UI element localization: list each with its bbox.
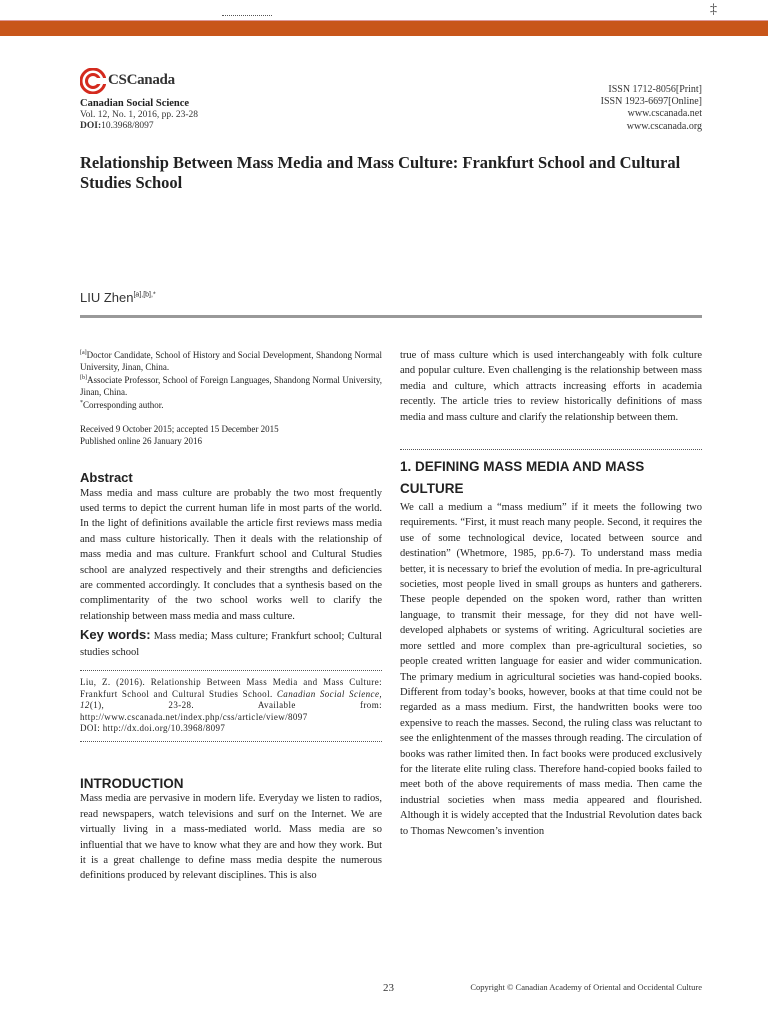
introduction-heading: INTRODUCTION [80,776,184,791]
issn-print: ISSN 1712-8056[Print] [608,84,702,95]
top-banner-strip [0,0,768,21]
journal-volume: Vol. 12, No. 1, 2016, pp. 23-28 [80,110,199,120]
keywords-label: Key words: [80,627,151,643]
abstract-text: Mass media and mass culture are probably the two most frequently used terms to depict the current human life in most parts of the world. In the light of definitions available the article first reviews mass media and mass culture historically. Then it deals with the relationship of mass media and mas culture. Frankfurt school and Cultural Studies school are analyzed respectively and their strengths and deficiencies are commented accordingly. It concludes that a synthesis based on the complimentarity of the two school works well to clarify the relationship between mass media and mass culture. [80,487,382,622]
introduction-text: Mass media are pervasive in modern life. Everyday we listen to radios, read newspapers, watch televisions and surf on the Internet. We are virtually living in a mass-mediated world. Mass media are so influential that we have to know what they are and how they work. But it is a great challenge to define mass media despite the numerous definitions produced by relevant disciplines. This is also [80,793,382,882]
section1-rule [400,449,702,450]
corresponding-text: Corresponding author. [83,400,164,411]
citation-url[interactable]: (1), 23-28. Available from: http://www.cscanada.net/index.php/css/article/view/8097 [80,700,382,722]
affiliation-a [80,348,382,373]
doi-label: DOI: [80,121,102,131]
introduction-continued: true of mass culture which is used interchangeably with folk culture and popular culture. Even challenging is the relationship between mass media and culture, which attracts increasing efforts in academia recently. The article tries to review historically definitions of mass media and mass culture and clarify the relationship between them. [400,350,702,423]
keywords-text: Mass media; Mass culture; Frankfurt school; Cultural studies school [80,631,382,658]
section1-heading: 1. DEFINING MASS MEDIA AND MASS CULTURE [400,459,645,497]
author [80,290,156,305]
keywords [80,627,382,660]
abstract-heading: Abstract [80,470,133,486]
citation-bottom-rule [80,741,382,742]
top-banner-dots [222,15,272,16]
affiliation-a-text: Doctor Candidate, School of History and Social Development, Shandong Normal University, Jinan, China. [80,350,382,372]
section1-text: We call a medium a “mass medium” if it meets the following two requirements. “First, it must reach many people. Second, it requires the use of some technological device, located between source and destination” (Whetmore, 1985, pp.6-7). To understand mass media better, it is necessary to brief the evolution of media. In pre-agricultural societies, most people lived in small groups as hunters and gatherers. These people depended on the spoken word, rather than written language, to transmit their message, for they did not have well-developed alphabets or systems of writing. Agricultural societies are more settled and more complex than pre-agricultural societies, so people created written language for easier and wider communication. The primary medium in agricultural societies was hand-copied books. Different from today’s books, however, books at that time could not be regarded as a mass medium. First, the handwritten books were too expensive to reach the masses. Second, the ruling class was reluctant to see the enlightenment of the masses through reading. The circulation of books was rather limited then. In fact books were produced exclusively for the literate elite ruling class. Therefore hand-copied books failed to meet both of the above requirements of mass media. Then came the industrial societies when mass media appeared and flourished. Although it is widely accepted that the Industrial Revolution dates back to Thomas Newcomen’s invention [400,502,702,837]
bookmark-icon: ‡ [710,2,717,17]
author-affiliation-marks: [a],[b],* [133,291,156,299]
citation-top-rule [80,670,382,671]
copyright: Copyright © Canadian Academy of Oriental and Occidental Culture [470,982,702,992]
affiliation-b-text: Associate Professor, School of Foreign Languages, Shandong Normal University, Jinan, China. [80,375,382,397]
website-org[interactable]: www.cscanada.org [626,120,702,132]
issn-block [601,84,702,133]
citation-doi[interactable]: DOI: http://dx.doi.org/10.3968/8097 [80,723,226,734]
logo-text: CSCanada [108,72,175,88]
affiliation-b [80,373,382,398]
cscanada-logo-icon [80,68,106,94]
journal-doi [80,121,154,131]
received-date: Received 9 October 2015; accepted 15 December 2015 [80,423,279,434]
author-divider [80,315,702,318]
affiliation-b-mark: [b] [80,375,87,382]
left-column [80,348,382,884]
article-title: Relationship Between Mass Media and Mass Culture: Frankfurt School and Cultural Studies School [80,153,681,192]
journal-logo [80,68,220,100]
citation [80,677,382,735]
corresponding-mark: * [80,400,83,407]
right-column [400,348,702,839]
corresponding-author [80,398,382,412]
article-dates [80,424,382,447]
citation-journal: Canadian Social Science, 12 [80,688,382,711]
author-name: LIU Zhen [80,290,134,305]
affiliation-a-mark: [a] [80,350,87,356]
page-number: 23 [383,982,394,994]
doi-value: 10.3968/8097 [101,121,154,131]
journal-name: Canadian Social Science [80,98,190,109]
published-date: Published online 26 January 2016 [80,435,202,446]
citation-text: Liu, Z. (2016). Relationship Between Mass Media and Mass Culture: Frankfurt School and Cultural Studies School. [80,677,382,699]
issn-online: ISSN 1923-6697[Online] [600,96,702,108]
website-net[interactable]: www.cscanada.net [627,108,702,120]
